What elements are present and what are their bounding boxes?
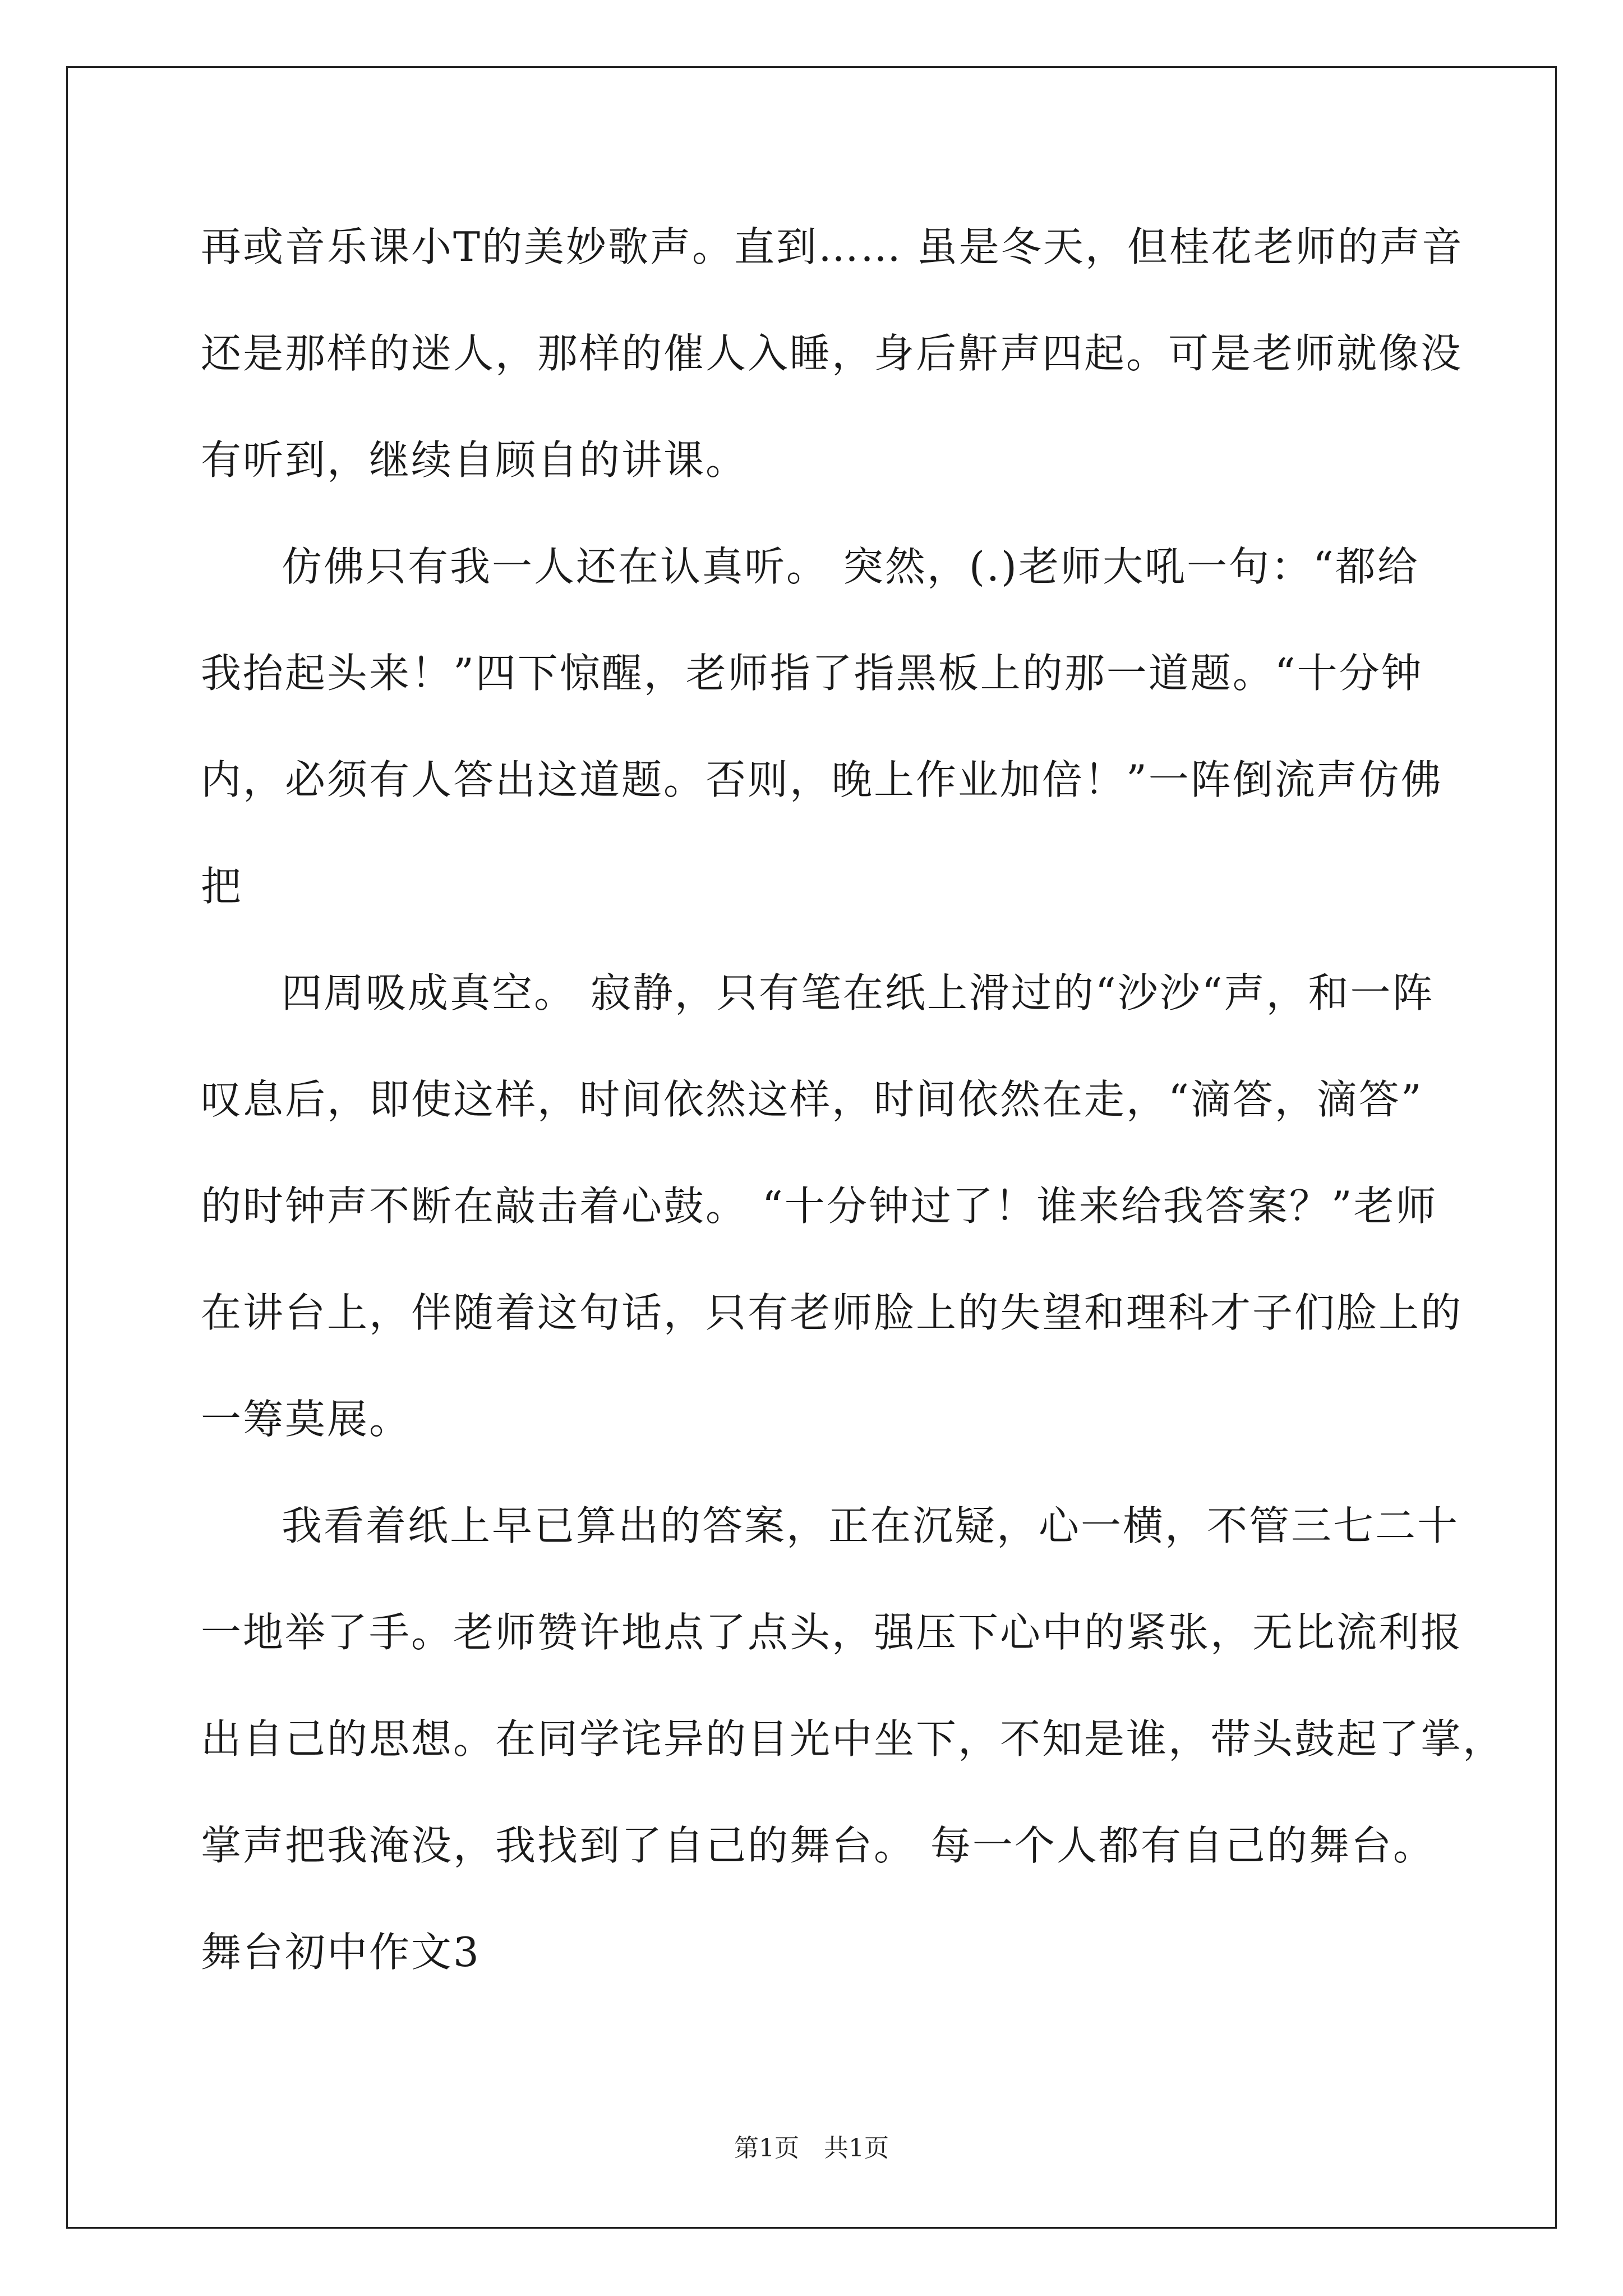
body-line-3: 有听到，继续自顾自的讲课。 bbox=[201, 436, 748, 484]
body-line-6: 内，必须有人答出这道题。否则，晚上作业加倍！”一阵倒流声仿佛 bbox=[201, 756, 1443, 803]
body-line-9: 叹息后，即使这样，时间依然这样，时间依然在走，“滴答，滴答” bbox=[201, 1076, 1423, 1123]
body-line-2: 还是那样的迷人，那样的催人入睡，身后鼾声四起。可是老师就像没 bbox=[201, 330, 1463, 377]
body-line-7: 把 bbox=[201, 863, 243, 910]
body-line-14: 一地举了手。老师赞许地点了点头，强压下心中的紧张，无比流利报 bbox=[201, 1609, 1463, 1656]
body-line-10: 的时钟声不断在敲击着心鼓。 “十分钟过了！谁来给我答案？”老师 bbox=[201, 1182, 1438, 1230]
body-line-16: 掌声把我淹没，我找到了自己的舞台。 每一个人都有自己的舞台。 bbox=[201, 1822, 1435, 1869]
body-line-4: 仿佛只有我一人还在认真听。 突然，(.)老师大吼一句：“都给 bbox=[282, 543, 1419, 590]
body-line-8: 四周吸成真空。 寂静，只有笔在纸上滑过的“沙沙“声，和一阵 bbox=[282, 969, 1435, 1016]
body-line-15: 出自己的思想。在同学诧异的目光中坐下，不知是谁，带头鼓起了掌， bbox=[201, 1715, 1505, 1763]
page-number-footer: 第1页 共1页 bbox=[734, 2134, 889, 2162]
page-border bbox=[66, 66, 1557, 2229]
body-line-1: 再或音乐课小T的美妙歌声。直到…… 虽是冬天，但桂花老师的声音 bbox=[201, 223, 1464, 270]
body-line-13: 我看着纸上早已算出的答案，正在沉疑，心一横，不管三七二十 bbox=[282, 1502, 1460, 1549]
body-line-12: 一筹莫展。 bbox=[201, 1396, 412, 1443]
body-line-11: 在讲台上，伴随着这句话，只有老师脸上的失望和理科才子们脸上的 bbox=[201, 1289, 1463, 1336]
body-line-5: 我抬起头来！”四下惊醒，老师指了指黑板上的那一道题。“十分钟 bbox=[201, 650, 1423, 697]
section-heading: 舞台初中作文3 bbox=[201, 1929, 481, 1976]
